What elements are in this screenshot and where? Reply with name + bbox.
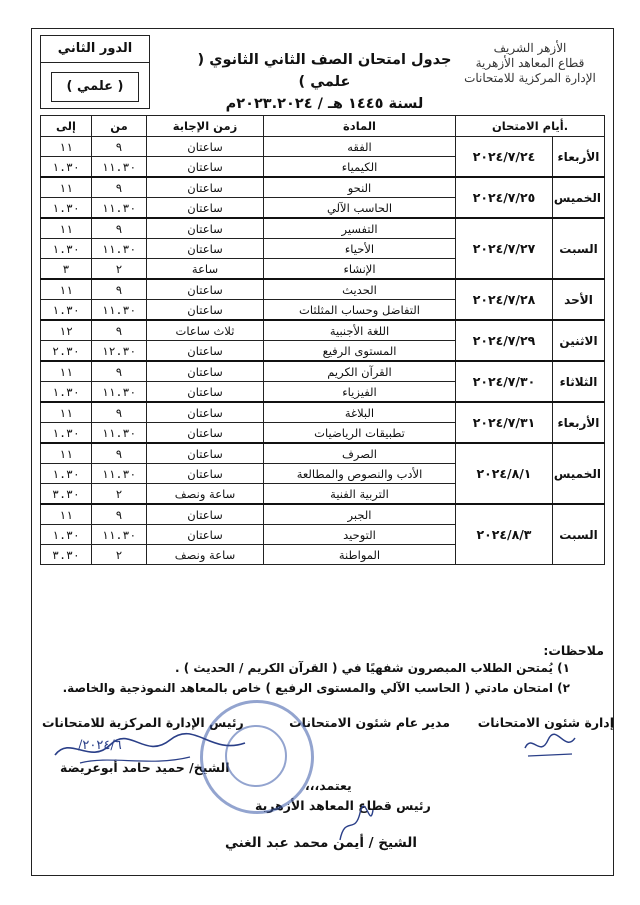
table-row <box>41 402 605 423</box>
from-cell: ٩ <box>92 218 147 239</box>
header-to: إلى <box>41 116 92 137</box>
central-head-label: رئيس الإدارة المركزية للامتحانات <box>42 715 244 730</box>
subject-cell: القرآن الكريم <box>264 361 456 382</box>
duration-cell: ثلاث ساعات <box>147 320 264 341</box>
sheikh-hamid-name: الشيخ/ حميد حامد أبوعريضة <box>60 760 230 775</box>
to-cell: ١١ <box>41 218 92 239</box>
from-cell: ٢ <box>92 484 147 505</box>
to-cell: ١.٣٠ <box>41 423 92 444</box>
table-row <box>41 443 605 464</box>
subject-cell: التفاضل وحساب المثلثات <box>264 300 456 321</box>
round-box <box>40 35 150 109</box>
exam-date: ٢٠٢٤/٧/٣١ <box>456 402 553 443</box>
duration-cell: ساعة <box>147 259 264 280</box>
table-row <box>41 504 605 525</box>
from-cell: ٩ <box>92 279 147 300</box>
to-cell: ١.٣٠ <box>41 198 92 219</box>
from-cell: ١١.٣٠ <box>92 239 147 259</box>
approved-label: يعتمد،،، <box>305 778 352 793</box>
exam-day: السبت <box>553 504 605 565</box>
duration-cell: ساعتان <box>147 525 264 545</box>
subject-cell: الإنشاء <box>264 259 456 280</box>
from-cell: ٩ <box>92 443 147 464</box>
logo-line-3: الإدارة المركزية للامتحانات <box>464 71 596 85</box>
exam-affairs-label: إدارة شئون الامتحانات <box>477 715 614 730</box>
exam-date: ٢٠٢٤/٨/٣ <box>456 504 553 565</box>
subject-cell: النحو <box>264 177 456 198</box>
header-subject: المادة <box>264 116 456 137</box>
duration-cell: ساعتان <box>147 137 264 157</box>
from-cell: ٢ <box>92 259 147 280</box>
from-cell: ١١.٣٠ <box>92 423 147 444</box>
subject-cell: التوحيد <box>264 525 456 545</box>
from-cell: ٩ <box>92 177 147 198</box>
section-label: ( علمي ) <box>51 72 139 102</box>
notes-title: ملاحظات: <box>543 643 604 658</box>
subject-cell: الفقه <box>264 137 456 157</box>
sector-head-label: رئيس قطاع المعاهد الأزهرية <box>255 798 431 813</box>
note-item-2: ٢) امتحان مادتي ( الحاسب الآلي والمستوى الرفيع ) خاص بالمعاهد النموذجية والخاصة. <box>62 681 570 695</box>
to-cell: ١١ <box>41 137 92 157</box>
subject-cell: الجبر <box>264 504 456 525</box>
title-line-2: لسنة ١٤٤٥ هـ / ٢٠٢٣.٢٠٢٤م <box>225 96 424 112</box>
handwritten-date: ٢٠٢٤/٦/ <box>78 738 122 753</box>
general-manager-label: مدير عام شئون الامتحانات <box>289 715 450 730</box>
to-cell: ١١ <box>41 177 92 198</box>
duration-cell: ساعتان <box>147 443 264 464</box>
note-item-1: ١) يُمتحن الطلاب المبصرون شفهيًا في ( القرآن الكريم / الحديث ) . <box>174 661 570 675</box>
page-title <box>192 49 457 115</box>
from-cell: ١١.٣٠ <box>92 382 147 403</box>
from-cell: ٩ <box>92 137 147 157</box>
exam-date: ٢٠٢٤/٧/٣٠ <box>456 361 553 402</box>
from-cell: ١١.٣٠ <box>92 525 147 545</box>
subject-cell: الكيمياء <box>264 157 456 178</box>
subject-cell: الحاسب الآلي <box>264 198 456 219</box>
from-cell: ٢ <box>92 545 147 565</box>
round-label: الدور الثاني <box>41 36 149 63</box>
subject-cell: تطبيقات الرياضيات <box>264 423 456 444</box>
subject-cell: الحديث <box>264 279 456 300</box>
handwritten-signature-right <box>520 728 580 763</box>
from-cell: ١٢.٣٠ <box>92 341 147 362</box>
logo-line-1: الأزهر الشريف <box>493 41 567 55</box>
handwritten-signature-approval <box>335 805 375 845</box>
from-cell: ٩ <box>92 504 147 525</box>
duration-cell: ساعتان <box>147 382 264 403</box>
exam-date: ٢٠٢٤/٧/٢٥ <box>456 177 553 218</box>
exam-day: الخميس <box>553 443 605 504</box>
table-header-row <box>41 116 605 137</box>
title-line-1: جدول امتحان الصف الثاني الثانوي ( علمي ) <box>197 52 452 90</box>
to-cell: ١١ <box>41 443 92 464</box>
duration-cell: ساعتان <box>147 423 264 444</box>
duration-cell: ساعتان <box>147 341 264 362</box>
exam-day: الثلاثاء <box>553 361 605 402</box>
table-row <box>41 320 605 341</box>
to-cell: ١.٣٠ <box>41 464 92 484</box>
duration-cell: ساعتان <box>147 402 264 423</box>
to-cell: ١١ <box>41 402 92 423</box>
subject-cell: اللغة الأجنبية <box>264 320 456 341</box>
notes-section <box>40 643 604 698</box>
exam-day: الأحد <box>553 279 605 320</box>
schedule-body <box>41 137 605 565</box>
to-cell: ١١ <box>41 279 92 300</box>
to-cell: ٢.٣٠ <box>41 341 92 362</box>
exam-day: الأربعاء <box>553 402 605 443</box>
table-row <box>41 177 605 198</box>
to-cell: ٣.٣٠ <box>41 484 92 505</box>
from-cell: ١١.٣٠ <box>92 464 147 484</box>
subject-cell: التفسير <box>264 218 456 239</box>
to-cell: ١.٣٠ <box>41 382 92 403</box>
subject-cell: الصرف <box>264 443 456 464</box>
duration-cell: ساعتان <box>147 504 264 525</box>
handwritten-signature-left <box>50 725 250 770</box>
to-cell: ١.٣٠ <box>41 239 92 259</box>
subject-cell: المستوى الرفيع <box>264 341 456 362</box>
exam-date: ٢٠٢٤/٧/٢٧ <box>456 218 553 279</box>
subject-cell: الأدب والنصوص والمطالعة <box>264 464 456 484</box>
to-cell: ١١ <box>41 361 92 382</box>
duration-cell: ساعتان <box>147 239 264 259</box>
exam-date: ٢٠٢٤/٧/٢٤ <box>456 137 553 178</box>
table-row <box>41 137 605 157</box>
logo-line-2: قطاع المعاهد الأزهرية <box>475 56 585 70</box>
header-from: من <box>92 116 147 137</box>
to-cell: ١.٣٠ <box>41 157 92 178</box>
sheikh-ayman-name: الشيخ / أيمن محمد عبد الغني <box>225 835 417 851</box>
duration-cell: ساعتان <box>147 218 264 239</box>
to-cell: ١٢ <box>41 320 92 341</box>
schedule-table <box>40 115 605 565</box>
azhar-logo-text <box>455 41 605 86</box>
subject-cell: الفيزياء <box>264 382 456 403</box>
duration-cell: ساعة ونصف <box>147 545 264 565</box>
from-cell: ١١.٣٠ <box>92 198 147 219</box>
duration-cell: ساعتان <box>147 361 264 382</box>
duration-cell: ساعتان <box>147 198 264 219</box>
to-cell: ٣ <box>41 259 92 280</box>
exam-date: ٢٠٢٤/٨/١ <box>456 443 553 504</box>
exam-date: ٢٠٢٤/٧/٢٩ <box>456 320 553 361</box>
exam-day: الاثنين <box>553 320 605 361</box>
subject-cell: المواطنة <box>264 545 456 565</box>
exam-day: الأربعاء <box>553 137 605 178</box>
from-cell: ١١.٣٠ <box>92 157 147 178</box>
from-cell: ١١.٣٠ <box>92 300 147 321</box>
to-cell: ١.٣٠ <box>41 300 92 321</box>
from-cell: ٩ <box>92 361 147 382</box>
table-row <box>41 279 605 300</box>
duration-cell: ساعة ونصف <box>147 484 264 505</box>
duration-cell: ساعتان <box>147 464 264 484</box>
table-row <box>41 361 605 382</box>
subject-cell: البلاغة <box>264 402 456 423</box>
exam-day: الخميس <box>553 177 605 218</box>
subject-cell: التربية الفنية <box>264 484 456 505</box>
to-cell: ١١ <box>41 504 92 525</box>
header-days: .أيام الامتحان <box>456 116 605 137</box>
from-cell: ٩ <box>92 320 147 341</box>
exam-day: السبت <box>553 218 605 279</box>
duration-cell: ساعتان <box>147 157 264 178</box>
subject-cell: الأحياء <box>264 239 456 259</box>
to-cell: ١.٣٠ <box>41 525 92 545</box>
to-cell: ٣.٣٠ <box>41 545 92 565</box>
exam-date: ٢٠٢٤/٧/٢٨ <box>456 279 553 320</box>
duration-cell: ساعتان <box>147 177 264 198</box>
duration-cell: ساعتان <box>147 279 264 300</box>
header-duration: زمن الإجابة <box>147 116 264 137</box>
table-row <box>41 218 605 239</box>
duration-cell: ساعتان <box>147 300 264 321</box>
from-cell: ٩ <box>92 402 147 423</box>
